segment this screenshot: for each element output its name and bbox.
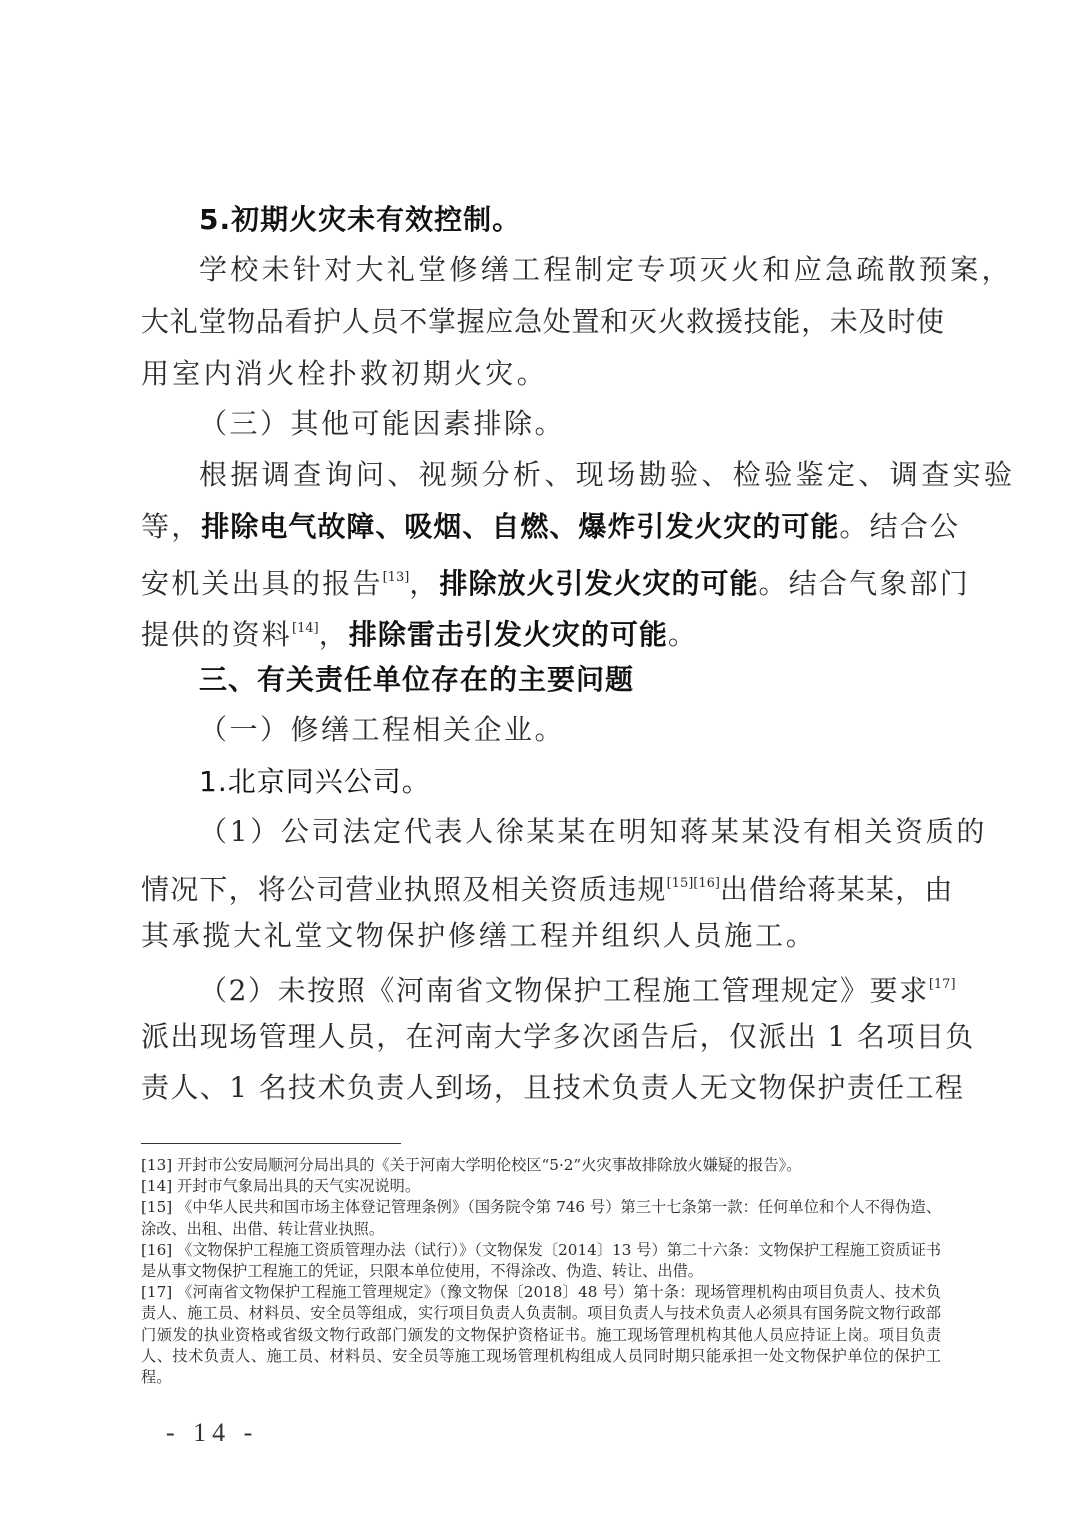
section-heading-responsible-units: 三、有关责任单位存在的主要问题 <box>199 663 635 696</box>
paragraph-line <box>141 864 954 904</box>
text-run: 出借给蒋某某，由 <box>719 873 954 906</box>
page-number: - 14 - <box>166 1418 259 1447</box>
paragraph-line: 大礼堂物品看护人员不掌握应急处置和灭火救援技能，未及时使 <box>141 305 945 338</box>
emphasis-text: 排除电气故障、吸烟、自燃、爆炸引发火灾的可能 <box>201 510 840 543</box>
footnote-16 <box>141 1240 941 1282</box>
footnote-id: [14] <box>141 1177 173 1196</box>
paragraph-line <box>141 609 698 649</box>
paragraph-line: 其承揽大礼堂文物保护修缮工程并组织人员施工。 <box>141 919 817 952</box>
paragraph-line: 责人、1 名技术负责人到场，且技术负责人无文物保护责任工程 <box>141 1071 965 1104</box>
footnote-id: [17] <box>141 1283 173 1302</box>
paragraph-line: 根据调查询问、视频分析、现场勘验、检验鉴定、调查实验 <box>199 458 1016 491</box>
footnote-id: [13] <box>141 1156 173 1174</box>
footnote-ref-17[interactable]: [17] <box>928 977 956 992</box>
footnote-text: 《河南省文物保护工程施工管理规定》（豫文物保〔2018〕48 号）第十条：现场管理机构由项目负责人、技术负责人、施工员、材料员、安全员等组成，实行项目负责人负责制。项目负责人与技术负责人必须具有国务院文物行政部门颁发的执业资格或省级文物行政部门颁发的文物保护资格证书。施工现场管理机构其他人员应持证上岗。项目负责人、技术负责人、施工员、材料员、安全员等施工现场管理机构组成人员同时期只能承担一处文物保护单位的保护工程。 <box>141 1283 941 1387</box>
emphasis-text: 排除雷击引发火灾的可能 <box>348 618 668 651</box>
footnote-ref-15-16[interactable]: [15][16] <box>666 876 720 891</box>
text-run: ， <box>318 618 349 651</box>
text-run: （2）未按照《河南省文物保护工程施工管理规定》要求 <box>199 974 929 1007</box>
footnote-14 <box>141 1176 941 1197</box>
footnote-15 <box>141 1197 941 1239</box>
text-run: 安机关出具的报告 <box>141 567 383 600</box>
text-run: 。 <box>667 618 699 651</box>
text-run: 。结合气象部门 <box>758 567 970 600</box>
subheading-other-factors: （三）其他可能因素排除。 <box>199 407 566 440</box>
paragraph-line: 学校未针对大礼堂修缮工程制定专项灭火和应急疏散预案， <box>199 253 1013 286</box>
text-run: 。结合公 <box>839 510 961 543</box>
footnote-separator <box>141 1143 401 1144</box>
footnote-text: 《文物保护工程施工资质管理办法（试行）》（文物保发〔2014〕13 号）第二十六条：文物保护工程施工资质证书是从事文物保护工程施工的凭证，只限本单位使用，不得涂改、伪造、转让、出借。 <box>141 1240 942 1281</box>
paragraph-line <box>199 965 956 1005</box>
footnote-17 <box>141 1282 941 1388</box>
heading-initial-fire-uncontrolled: 5.初期火灾未有效控制。 <box>199 203 522 236</box>
footnote-id: [16] <box>141 1240 173 1259</box>
footnotes <box>141 1155 941 1388</box>
footnote-text: 开封市气象局出具的天气实况说明。 <box>177 1177 421 1196</box>
paragraph-line <box>141 507 960 547</box>
emphasis-text: 排除放火引发火灾的可能 <box>439 567 759 600</box>
text-run: 等， <box>141 510 202 543</box>
paragraph-line: 用室内消火栓扑救初期火灾。 <box>141 357 548 390</box>
footnote-ref-14[interactable]: [14] <box>292 621 319 636</box>
text-run: 情况下，将公司营业执照及相关资质违规 <box>141 873 667 906</box>
footnote-13 <box>141 1155 941 1176</box>
paragraph-line: （1）公司法定代表人徐某某在明知蒋某某没有相关资质的 <box>199 815 988 848</box>
heading-beijing-tongxing: 1.北京同兴公司。 <box>199 765 431 798</box>
paragraph-line <box>141 558 970 598</box>
footnote-id: [15] <box>141 1198 173 1217</box>
footnote-ref-13[interactable]: [13] <box>382 570 410 585</box>
footnote-text: 开封市公安局顺河分局出具的《关于河南大学明伦校区“5·2”火灾事故排除放火嫌疑的报告》。 <box>177 1156 802 1174</box>
text-run: ， <box>409 567 440 600</box>
paragraph-line: 派出现场管理人员，在河南大学多次函告后，仅派出 1 名项目负 <box>141 1020 975 1053</box>
subheading-repair-companies: （一）修缮工程相关企业。 <box>199 713 566 746</box>
footnote-text: 《中华人民共和国市场主体登记管理条例》（国务院令第 746 号）第三十七条第一款：任何单位和个人不得伪造、涂改、出租、出借、转让营业执照。 <box>141 1198 942 1238</box>
text-run: 提供的资料 <box>141 618 293 651</box>
